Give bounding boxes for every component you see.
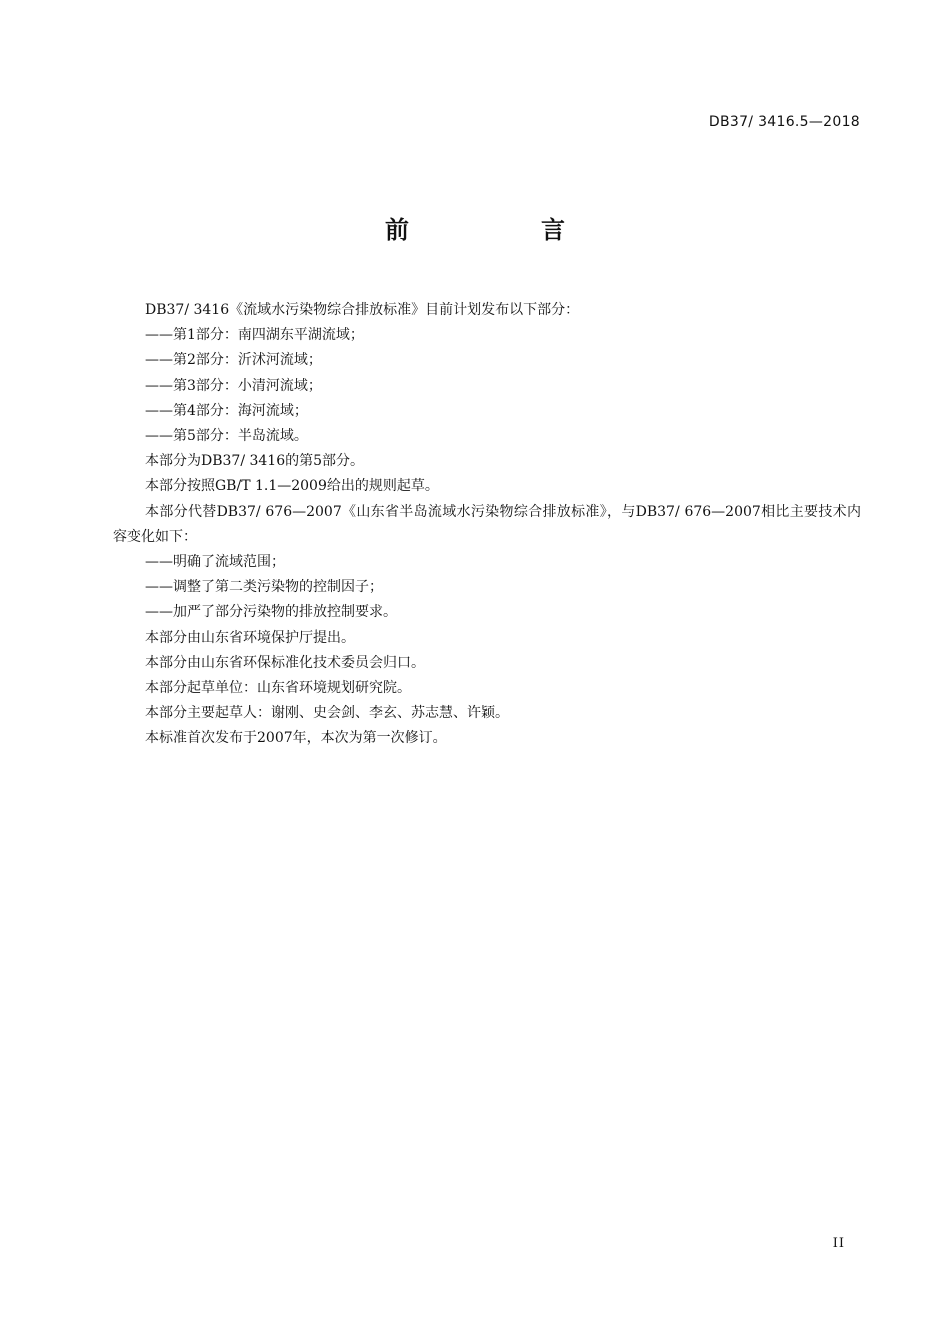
list-item: ——第4部分：海河流域； <box>145 402 308 419</box>
document-code: DB37/ 3416.5—2018 <box>708 114 860 130</box>
paragraph: 本部分按照GB/T 1.1—2009给出的规则起草。 <box>145 478 439 495</box>
foreword-body <box>113 298 861 752</box>
list-item: ——第3部分：小清河流域； <box>145 377 322 394</box>
page-number: II <box>832 1236 845 1251</box>
page-title: 前 言 <box>385 216 619 244</box>
paragraph: 本部分为DB37/ 3416的第5部分。 <box>145 453 365 470</box>
paragraph: 本部分代替DB37/ 676—2007《山东省半岛流域水污染物综合排放标准》，与DB37/ 676—2007相比主要技术内容变化如下： <box>113 503 861 545</box>
list-item: ——调整了第二类污染物的控制因子； <box>145 579 383 596</box>
list-item: ——第5部分：半岛流域。 <box>145 428 308 445</box>
list-item: ——加严了部分污染物的排放控制要求。 <box>145 604 397 621</box>
paragraph: 本部分由山东省环境保护厅提出。 <box>145 629 355 646</box>
list-item: ——明确了流域范围； <box>145 554 285 571</box>
list-item: ——第2部分：沂沭河流域； <box>145 352 322 369</box>
list-item: ——第1部分：南四湖东平湖流域； <box>145 327 364 344</box>
paragraph: 本部分主要起草人：谢刚、史会剑、李玄、苏志慧、许颖。 <box>145 705 509 722</box>
paragraph: DB37/ 3416《流域水污染物综合排放标准》目前计划发布以下部分： <box>145 302 580 318</box>
paragraph: 本标准首次发布于2007年，本次为第一次修订。 <box>145 730 447 747</box>
paragraph: 本部分起草单位：山东省环境规划研究院。 <box>145 680 411 697</box>
paragraph: 本部分由山东省环保标准化技术委员会归口。 <box>145 654 425 671</box>
